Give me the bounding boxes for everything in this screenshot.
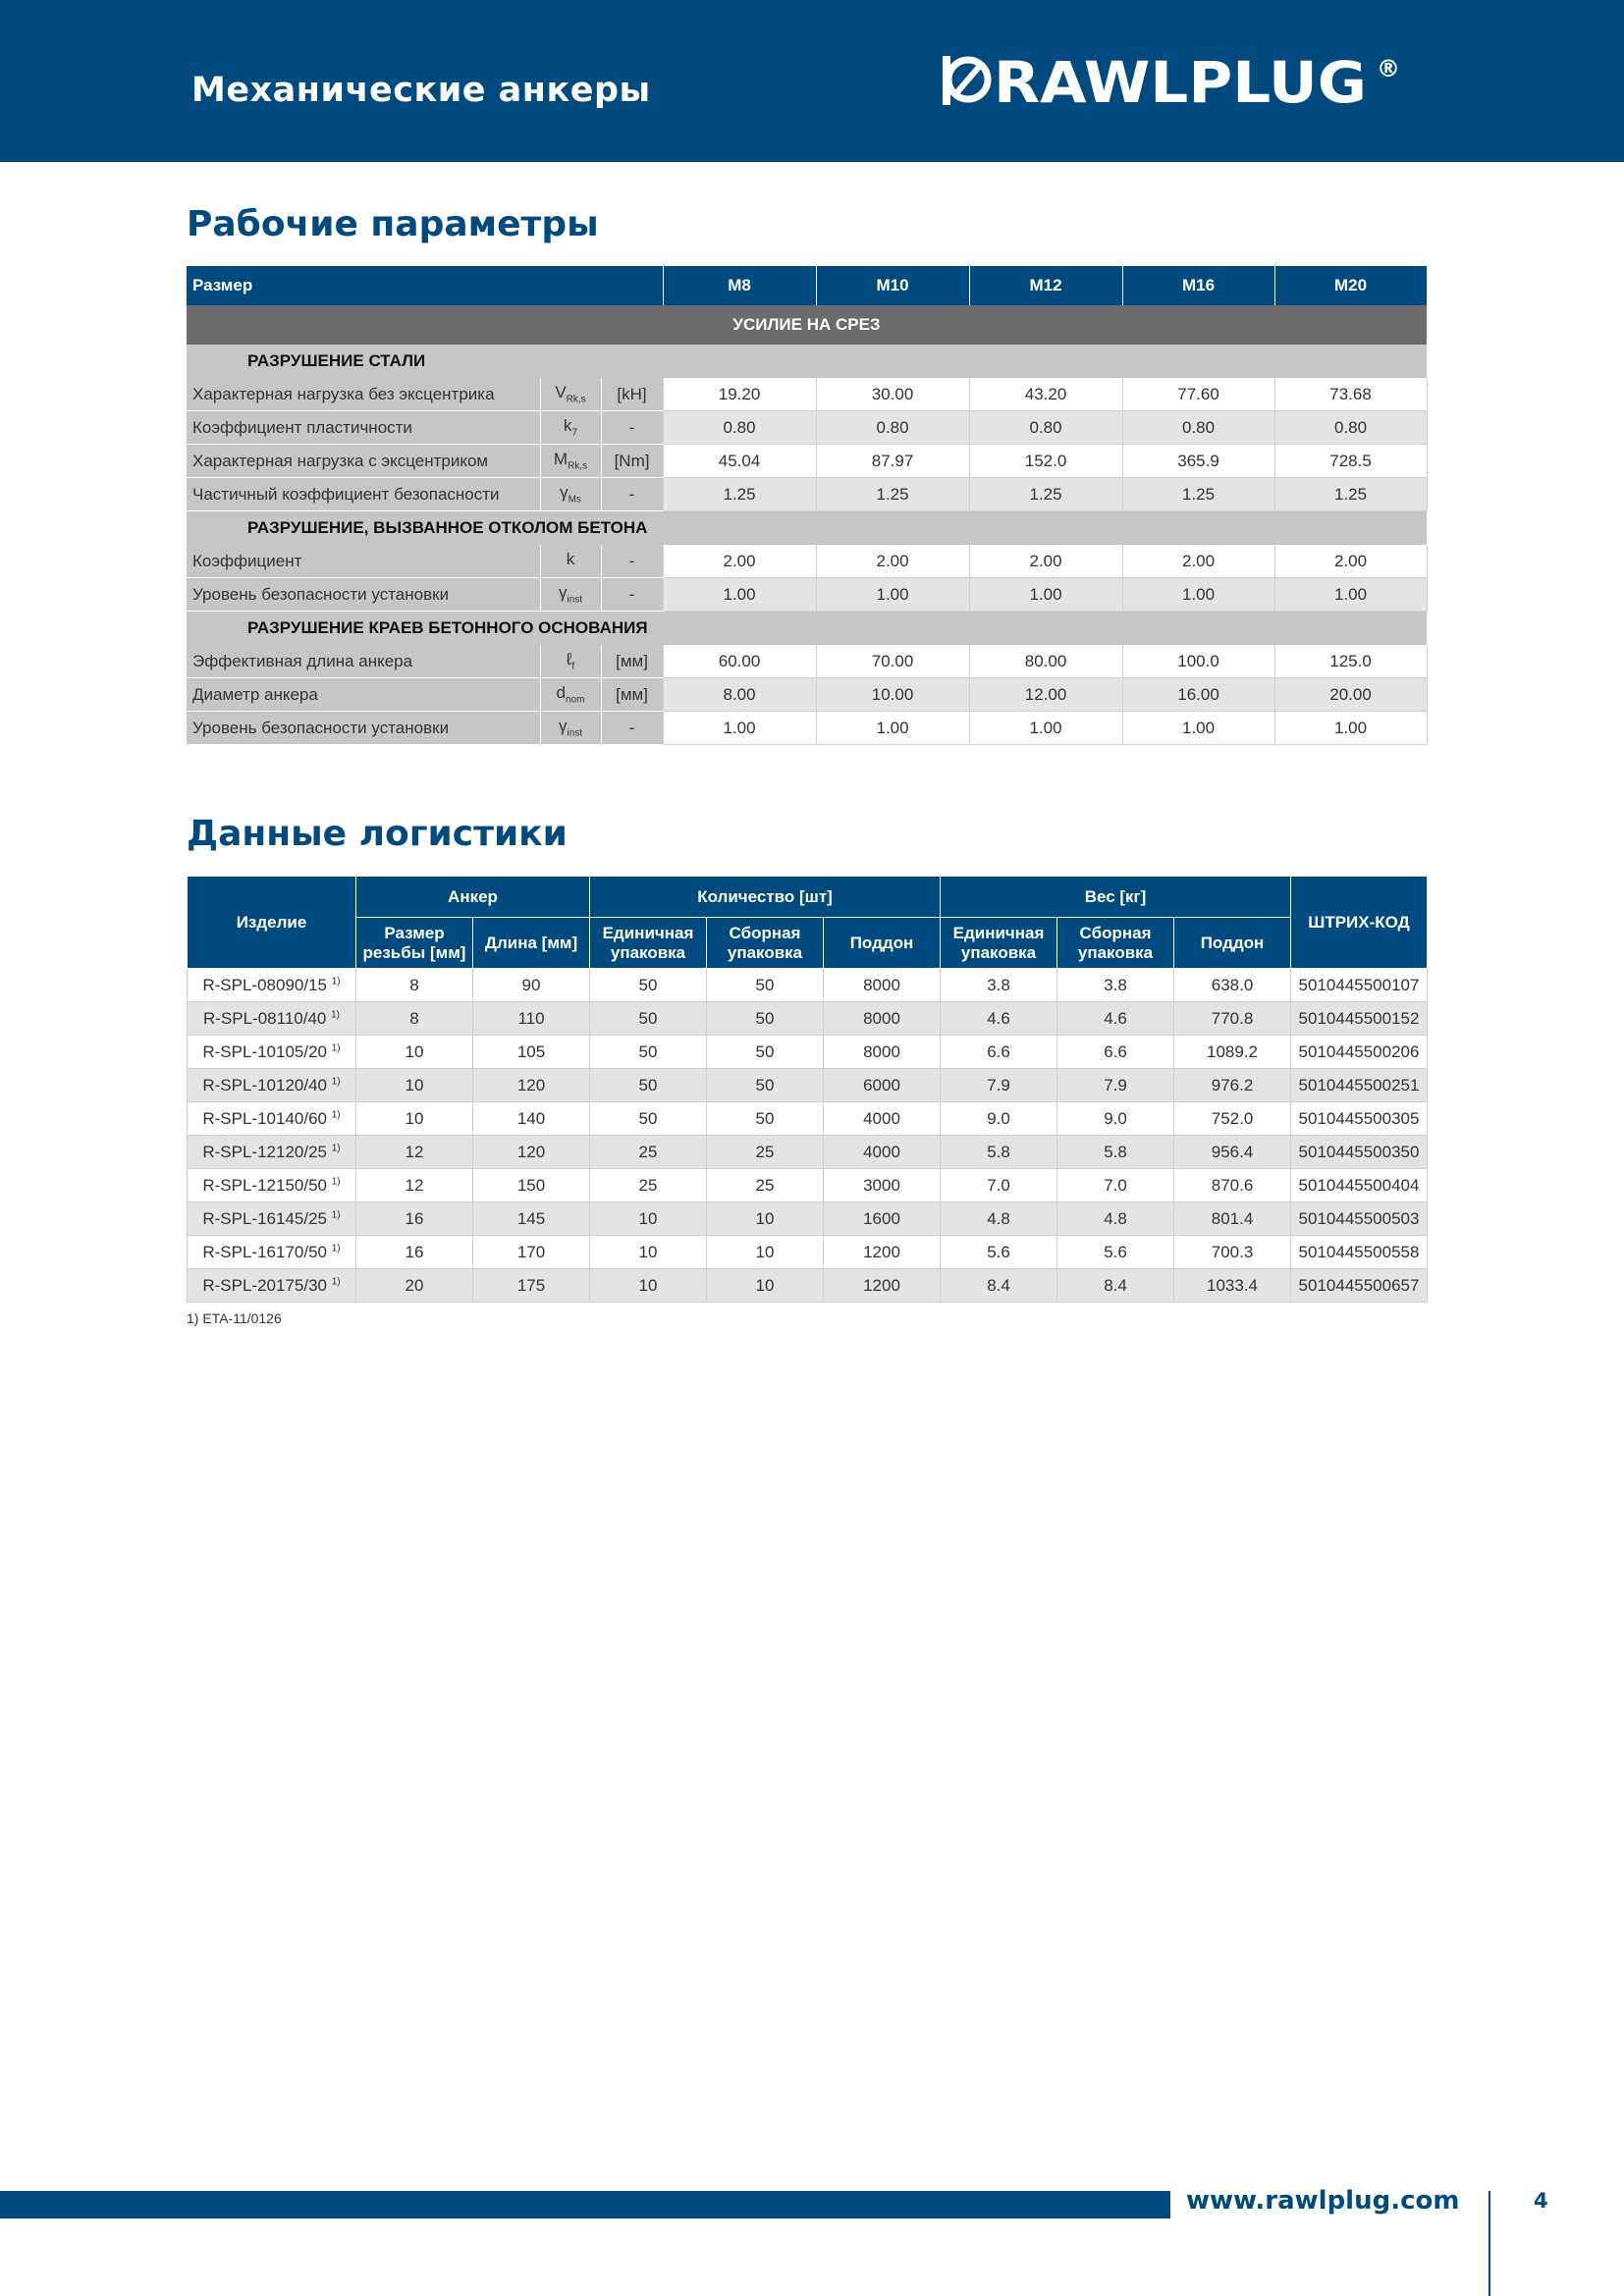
- w-pallet-cell: 700.3: [1174, 1236, 1291, 1269]
- parameter-value: 0.80: [816, 411, 969, 445]
- section-header-row: [187, 511, 1427, 546]
- w-bulk-cell: 9.0: [1057, 1102, 1174, 1136]
- table-row: [188, 1002, 1428, 1036]
- parameter-unit: -: [601, 411, 663, 445]
- parameter-value: 2.00: [969, 545, 1122, 578]
- parameter-label: Коэффициент: [187, 545, 540, 578]
- q-bulk-cell: 50: [707, 1069, 824, 1102]
- w-unit-cell: 5.8: [941, 1136, 1057, 1169]
- parameter-symbol: ℓ$_f$: [540, 645, 601, 678]
- parameter-value: 100.0: [1122, 645, 1274, 678]
- size-header: M10: [816, 266, 969, 305]
- header-quantity: Количество [шт]: [590, 877, 941, 918]
- barcode-cell: 5010445500503: [1291, 1202, 1428, 1236]
- logistics-table: [187, 876, 1428, 1303]
- page-number: 4: [1534, 2189, 1548, 2213]
- length-cell: 150: [473, 1169, 590, 1202]
- parameter-label: Частичный коэффициент безопасности: [187, 478, 540, 511]
- parameter-value: 2.00: [663, 545, 816, 578]
- q-unit-cell: 25: [590, 1169, 707, 1202]
- length-cell: 170: [473, 1236, 590, 1269]
- w-pallet-cell: 870.6: [1174, 1169, 1291, 1202]
- size-header: M12: [969, 266, 1122, 305]
- parameter-value: 1.00: [663, 712, 816, 745]
- length-cell: 120: [473, 1136, 590, 1169]
- parameter-value: 1.25: [1274, 478, 1427, 511]
- barcode-cell: 5010445500206: [1291, 1036, 1428, 1069]
- thread-cell: 12: [356, 1136, 473, 1169]
- q-bulk-cell: 25: [707, 1136, 824, 1169]
- q-unit-cell: 50: [590, 1102, 707, 1136]
- length-cell: 90: [473, 969, 590, 1002]
- parameter-value: 1.25: [816, 478, 969, 511]
- parameter-value: 1.25: [663, 478, 816, 511]
- length-cell: 110: [473, 1002, 590, 1036]
- q-pallet-cell: 1200: [824, 1236, 941, 1269]
- w-unit-cell: 4.8: [941, 1202, 1057, 1236]
- rawlplug-logo: [943, 51, 1434, 110]
- w-bulk-cell: 4.6: [1057, 1002, 1174, 1036]
- thread-cell: 16: [356, 1236, 473, 1269]
- parameter-row: [187, 578, 1427, 612]
- w-bulk-cell: 5.8: [1057, 1136, 1174, 1169]
- parameter-value: 125.0: [1274, 645, 1427, 678]
- parameter-symbol: k: [540, 545, 601, 578]
- w-pallet-cell: 638.0: [1174, 969, 1291, 1002]
- parameter-unit: -: [601, 478, 663, 511]
- q-unit-cell: 10: [590, 1269, 707, 1303]
- q-pallet-cell: 6000: [824, 1069, 941, 1102]
- table-row: [188, 1036, 1428, 1069]
- parameter-value: 1.00: [1122, 712, 1274, 745]
- performance-table: [187, 266, 1428, 745]
- parameter-value: 0.80: [969, 411, 1122, 445]
- length-cell: 175: [473, 1269, 590, 1303]
- q-unit-cell: 50: [590, 969, 707, 1002]
- parameter-unit: -: [601, 545, 663, 578]
- parameter-unit: [kH]: [601, 378, 663, 411]
- w-pallet-cell: 976.2: [1174, 1069, 1291, 1102]
- parameter-value: 87.97: [816, 445, 969, 478]
- parameter-row: [187, 712, 1427, 745]
- parameter-value: 1.25: [1122, 478, 1274, 511]
- product-cell: R-SPL-12150/50 $^{1)}$: [188, 1169, 356, 1202]
- q-bulk-cell: 10: [707, 1236, 824, 1269]
- header-w-pallet: Поддон: [1174, 918, 1291, 969]
- thread-cell: 10: [356, 1102, 473, 1136]
- thread-cell: 10: [356, 1069, 473, 1102]
- header-product: Изделие: [188, 877, 356, 969]
- parameter-value: 2.00: [816, 545, 969, 578]
- q-pallet-cell: 4000: [824, 1136, 941, 1169]
- parameter-row: [187, 645, 1427, 678]
- q-bulk-cell: 25: [707, 1169, 824, 1202]
- table-row: [188, 1069, 1428, 1102]
- thread-cell: 8: [356, 1002, 473, 1036]
- q-unit-cell: 10: [590, 1236, 707, 1269]
- parameter-value: 1.00: [816, 578, 969, 612]
- parameter-row: [187, 678, 1427, 712]
- parameter-value: 152.0: [969, 445, 1122, 478]
- parameter-label: Уровень безопасности установки: [187, 578, 540, 612]
- size-label: Размер: [187, 266, 663, 305]
- parameter-value: 12.00: [969, 678, 1122, 712]
- length-cell: 140: [473, 1102, 590, 1136]
- header-q-unit: Единичная упаковка: [590, 918, 707, 969]
- performance-title: Рабочие параметры: [187, 204, 599, 244]
- w-pallet-cell: 1033.4: [1174, 1269, 1291, 1303]
- w-pallet-cell: 956.4: [1174, 1136, 1291, 1169]
- table-row: [188, 1236, 1428, 1269]
- parameter-symbol: $\gamma_{inst}$: [540, 712, 601, 745]
- w-bulk-cell: 6.6: [1057, 1036, 1174, 1069]
- parameter-value: 1.00: [1274, 578, 1427, 612]
- w-unit-cell: 7.9: [941, 1069, 1057, 1102]
- product-cell: R-SPL-08110/40 $^{1)}$: [188, 1002, 356, 1036]
- product-cell: R-SPL-16170/50 $^{1)}$: [188, 1236, 356, 1269]
- shear-label: УСИЛИЕ НА СРЕЗ: [187, 305, 1427, 345]
- thread-cell: 10: [356, 1036, 473, 1069]
- barcode-cell: 5010445500152: [1291, 1002, 1428, 1036]
- header-barcode: ШТРИХ-КОД: [1291, 877, 1428, 969]
- w-bulk-cell: 7.9: [1057, 1069, 1174, 1102]
- q-unit-cell: 50: [590, 1002, 707, 1036]
- q-bulk-cell: 50: [707, 969, 824, 1002]
- section-title: РАЗРУШЕНИЕ, ВЫЗВАННОЕ ОТКОЛОМ БЕТОНА: [187, 511, 1427, 546]
- barcode-cell: 5010445500251: [1291, 1069, 1428, 1102]
- parameter-value: 10.00: [816, 678, 969, 712]
- parameter-value: 73.68: [1274, 378, 1427, 411]
- parameter-value: 20.00: [1274, 678, 1427, 712]
- parameter-value: 365.9: [1122, 445, 1274, 478]
- logo-text: RAWLPLUG: [994, 51, 1367, 110]
- parameter-symbol: $d_{nom}$: [540, 678, 601, 712]
- parameter-label: Характерная нагрузка с эксцентриком: [187, 445, 540, 478]
- parameter-row: [187, 445, 1427, 478]
- q-pallet-cell: 3000: [824, 1169, 941, 1202]
- parameter-unit: [мм]: [601, 645, 663, 678]
- logistics-title: Данные логистики: [187, 814, 568, 854]
- table-row: [188, 1269, 1428, 1303]
- parameter-row: [187, 411, 1427, 445]
- q-bulk-cell: 50: [707, 1036, 824, 1069]
- parameter-value: 0.80: [1274, 411, 1427, 445]
- q-bulk-cell: 50: [707, 1002, 824, 1036]
- parameter-value: 19.20: [663, 378, 816, 411]
- parameter-value: 30.00: [816, 378, 969, 411]
- parameter-value: 1.00: [1122, 578, 1274, 612]
- footer-divider: [1489, 2191, 1490, 2296]
- section-title: РАЗРУШЕНИЕ КРАЕВ БЕТОННОГО ОСНОВАНИЯ: [187, 612, 1427, 646]
- w-bulk-cell: 5.6: [1057, 1236, 1174, 1269]
- q-pallet-cell: 4000: [824, 1102, 941, 1136]
- header-title: Механические анкеры: [191, 71, 651, 110]
- product-cell: R-SPL-16145/25 $^{1)}$: [188, 1202, 356, 1236]
- barcode-cell: 5010445500404: [1291, 1169, 1428, 1202]
- size-header: M16: [1122, 266, 1274, 305]
- w-pallet-cell: 1089.2: [1174, 1036, 1291, 1069]
- parameter-value: 8.00: [663, 678, 816, 712]
- product-cell: R-SPL-08090/15 $^{1)}$: [188, 969, 356, 1002]
- parameter-unit: -: [601, 712, 663, 745]
- product-cell: R-SPL-10105/20 $^{1)}$: [188, 1036, 356, 1069]
- parameter-value: 16.00: [1122, 678, 1274, 712]
- size-header: M20: [1274, 266, 1427, 305]
- parameter-label: Диаметр анкера: [187, 678, 540, 712]
- parameter-value: 43.20: [969, 378, 1122, 411]
- thread-cell: 8: [356, 969, 473, 1002]
- header-anchor: Анкер: [356, 877, 590, 918]
- header-weight: Вес [кг]: [941, 877, 1291, 918]
- parameter-symbol: $\gamma_{inst}$: [540, 578, 601, 612]
- table-row: [188, 969, 1428, 1002]
- parameter-value: 1.00: [1274, 712, 1427, 745]
- w-unit-cell: 4.6: [941, 1002, 1057, 1036]
- parameter-row: [187, 545, 1427, 578]
- parameter-value: 77.60: [1122, 378, 1274, 411]
- parameter-value: 728.5: [1274, 445, 1427, 478]
- barcode-cell: 5010445500107: [1291, 969, 1428, 1002]
- product-cell: R-SPL-12120/25 $^{1)}$: [188, 1136, 356, 1169]
- parameter-value: 2.00: [1122, 545, 1274, 578]
- footer-bar: [0, 2191, 1170, 2218]
- parameter-label: Характерная нагрузка без эксцентрика: [187, 378, 540, 411]
- parameter-symbol: $V_{Rk,s}$: [540, 378, 601, 411]
- w-bulk-cell: 3.8: [1057, 969, 1174, 1002]
- parameter-symbol: $\gamma_{Ms}$: [540, 478, 601, 511]
- w-unit-cell: 9.0: [941, 1102, 1057, 1136]
- q-pallet-cell: 1200: [824, 1269, 941, 1303]
- parameter-value: 1.00: [969, 712, 1122, 745]
- q-unit-cell: 10: [590, 1202, 707, 1236]
- q-pallet-cell: 8000: [824, 1002, 941, 1036]
- q-pallet-cell: 8000: [824, 1036, 941, 1069]
- size-header: M8: [663, 266, 816, 305]
- header-length: Длина [мм]: [473, 918, 590, 969]
- website-link[interactable]: www.rawlplug.com: [1186, 2186, 1460, 2216]
- q-pallet-cell: 8000: [824, 969, 941, 1002]
- parameter-label: Коэффициент пластичности: [187, 411, 540, 445]
- parameter-value: 0.80: [663, 411, 816, 445]
- q-unit-cell: 50: [590, 1036, 707, 1069]
- table-row: [188, 1136, 1428, 1169]
- parameter-value: 70.00: [816, 645, 969, 678]
- parameter-value: 1.25: [969, 478, 1122, 511]
- barcode-cell: 5010445500558: [1291, 1236, 1428, 1269]
- section-header-row: [187, 612, 1427, 646]
- parameter-value: 0.80: [1122, 411, 1274, 445]
- parameter-value: 1.00: [969, 578, 1122, 612]
- w-unit-cell: 3.8: [941, 969, 1057, 1002]
- parameter-label: Эффективная длина анкера: [187, 645, 540, 678]
- length-cell: 105: [473, 1036, 590, 1069]
- length-cell: 120: [473, 1069, 590, 1102]
- header-q-pallet: Поддон: [824, 918, 941, 969]
- table-row: [188, 1102, 1428, 1136]
- q-pallet-cell: 1600: [824, 1202, 941, 1236]
- product-cell: R-SPL-10140/60 $^{1)}$: [188, 1102, 356, 1136]
- w-unit-cell: 5.6: [941, 1236, 1057, 1269]
- thread-cell: 20: [356, 1269, 473, 1303]
- parameter-value: 60.00: [663, 645, 816, 678]
- header-thread: Размер резьбы [мм]: [356, 918, 473, 969]
- parameter-symbol: $k_7$: [540, 411, 601, 445]
- section-title: РАЗРУШЕНИЕ СТАЛИ: [187, 345, 1427, 378]
- parameter-value: 45.04: [663, 445, 816, 478]
- w-pallet-cell: 770.8: [1174, 1002, 1291, 1036]
- header-w-bulk: Сборная упаковка: [1057, 918, 1174, 969]
- barcode-cell: 5010445500657: [1291, 1269, 1428, 1303]
- barcode-cell: 5010445500350: [1291, 1136, 1428, 1169]
- parameter-row: [187, 378, 1427, 411]
- w-unit-cell: 8.4: [941, 1269, 1057, 1303]
- table-row: [188, 1169, 1428, 1202]
- footnote: 1) ETA-11/0126: [187, 1310, 282, 1326]
- w-pallet-cell: 801.4: [1174, 1202, 1291, 1236]
- w-bulk-cell: 4.8: [1057, 1202, 1174, 1236]
- length-cell: 145: [473, 1202, 590, 1236]
- shear-row: [187, 305, 1427, 345]
- product-cell: R-SPL-10120/40 $^{1)}$: [188, 1069, 356, 1102]
- w-bulk-cell: 8.4: [1057, 1269, 1174, 1303]
- table-row: [188, 1202, 1428, 1236]
- q-bulk-cell: 10: [707, 1202, 824, 1236]
- parameter-value: 1.00: [663, 578, 816, 612]
- section-header-row: [187, 345, 1427, 378]
- w-unit-cell: 6.6: [941, 1036, 1057, 1069]
- parameter-row: [187, 478, 1427, 511]
- thread-cell: 16: [356, 1202, 473, 1236]
- parameter-value: 80.00: [969, 645, 1122, 678]
- w-bulk-cell: 7.0: [1057, 1169, 1174, 1202]
- parameter-label: Уровень безопасности установки: [187, 712, 540, 745]
- parameter-unit: -: [601, 578, 663, 612]
- q-bulk-cell: 10: [707, 1269, 824, 1303]
- parameter-symbol: $M_{Rk,s}$: [540, 445, 601, 478]
- w-unit-cell: 7.0: [941, 1169, 1057, 1202]
- barcode-cell: 5010445500305: [1291, 1102, 1428, 1136]
- q-unit-cell: 25: [590, 1136, 707, 1169]
- parameter-unit: [Nm]: [601, 445, 663, 478]
- product-cell: R-SPL-20175/30 $^{1)}$: [188, 1269, 356, 1303]
- thread-cell: 12: [356, 1169, 473, 1202]
- logo-registered: ®: [1377, 55, 1400, 82]
- q-unit-cell: 50: [590, 1069, 707, 1102]
- q-bulk-cell: 50: [707, 1102, 824, 1136]
- header-w-unit: Единичная упаковка: [941, 918, 1057, 969]
- parameter-value: 1.00: [816, 712, 969, 745]
- parameter-value: 2.00: [1274, 545, 1427, 578]
- w-pallet-cell: 752.0: [1174, 1102, 1291, 1136]
- header-q-bulk: Сборная упаковка: [707, 918, 824, 969]
- size-header-row: [187, 266, 1427, 305]
- parameter-unit: [мм]: [601, 678, 663, 712]
